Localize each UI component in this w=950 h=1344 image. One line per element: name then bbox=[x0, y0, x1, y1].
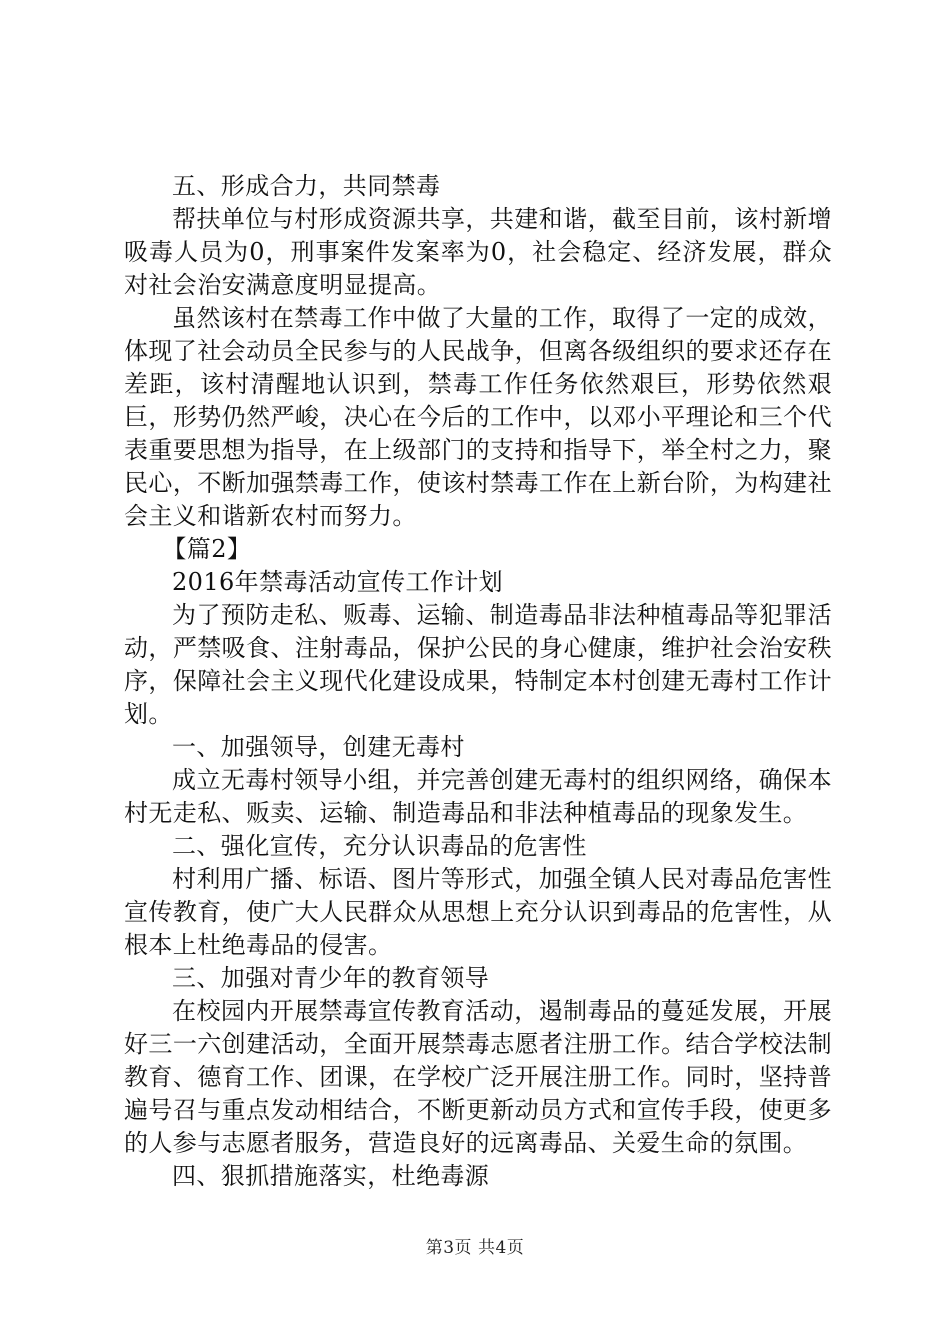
paragraph: 虽然该村在禁毒工作中做了大量的工作，取得了一定的成效，体现了社会动员全民参与的人民战争，但离各级组织的要求还存在差距，该村清醒地认识到，禁毒工作任务依然艰巨，形势依然艰巨，形势仍然严峻，决心在今后的工作中，以邓小平理论和三个代表重要思想为指导，在上级部门的支持和指导下，举全村之力，聚民心，不断加强禁毒工作，使该村禁毒工作在上新台阶，为构建社会主义和谐新农村而努力。 bbox=[124, 304, 832, 530]
section-heading-2: 二、强化宣传，充分认识毒品的危害性 bbox=[172, 832, 587, 860]
section-heading-1: 一、加强领导，创建无毒村 bbox=[172, 733, 465, 761]
section-heading-5: 五、形成合力，共同禁毒 bbox=[172, 172, 441, 200]
document-body bbox=[124, 170, 832, 1193]
section-heading-4: 四、狠抓措施落实，杜绝毒源 bbox=[172, 1162, 490, 1190]
paragraph: 在校园内开展禁毒宣传教育活动，遏制毒品的蔓延发展，开展好三一六创建活动，全面开展禁毒志愿者注册工作。结合学校法制教育、德育工作、团课，在学校广泛开展注册工作。同时，坚持普遍号召与重点发动相结合，不断更新动员方式和宣传手段，使更多的人参与志愿者服务，营造良好的远离毒品、关爱生命的氛围。 bbox=[124, 997, 832, 1157]
section-heading-3: 三、加强对青少年的教育领导 bbox=[172, 964, 490, 992]
paragraph: 为了预防走私、贩毒、运输、制造毒品非法种植毒品等犯罪活动，严禁吸食、注射毒品，保护公民的身心健康，维护社会治安秩序，保障社会主义现代化建设成果，特制定本村创建无毒村工作计划。 bbox=[124, 601, 832, 728]
document-title: 2016年禁毒活动宣传工作计划 bbox=[172, 568, 504, 596]
paragraph: 帮扶单位与村形成资源共享，共建和谐，截至目前，该村新增吸毒人员为0，刑事案件发案率为0，社会稳定、经济发展，群众对社会治安满意度明显提高。 bbox=[124, 205, 832, 299]
part-label: 【篇2】 bbox=[162, 535, 252, 563]
paragraph: 成立无毒村领导小组，并完善创建无毒村的组织网络，确保本村无走私、贩卖、运输、制造毒品和非法种植毒品的现象发生。 bbox=[124, 766, 832, 827]
paragraph: 村利用广播、标语、图片等形式，加强全镇人民对毒品危害性宣传教育，使广大人民群众从思想上充分认识到毒品的危害性，从根本上杜绝毒品的侵害。 bbox=[124, 865, 832, 959]
page-number-footer: 第3页 共4页 bbox=[425, 1238, 525, 1258]
